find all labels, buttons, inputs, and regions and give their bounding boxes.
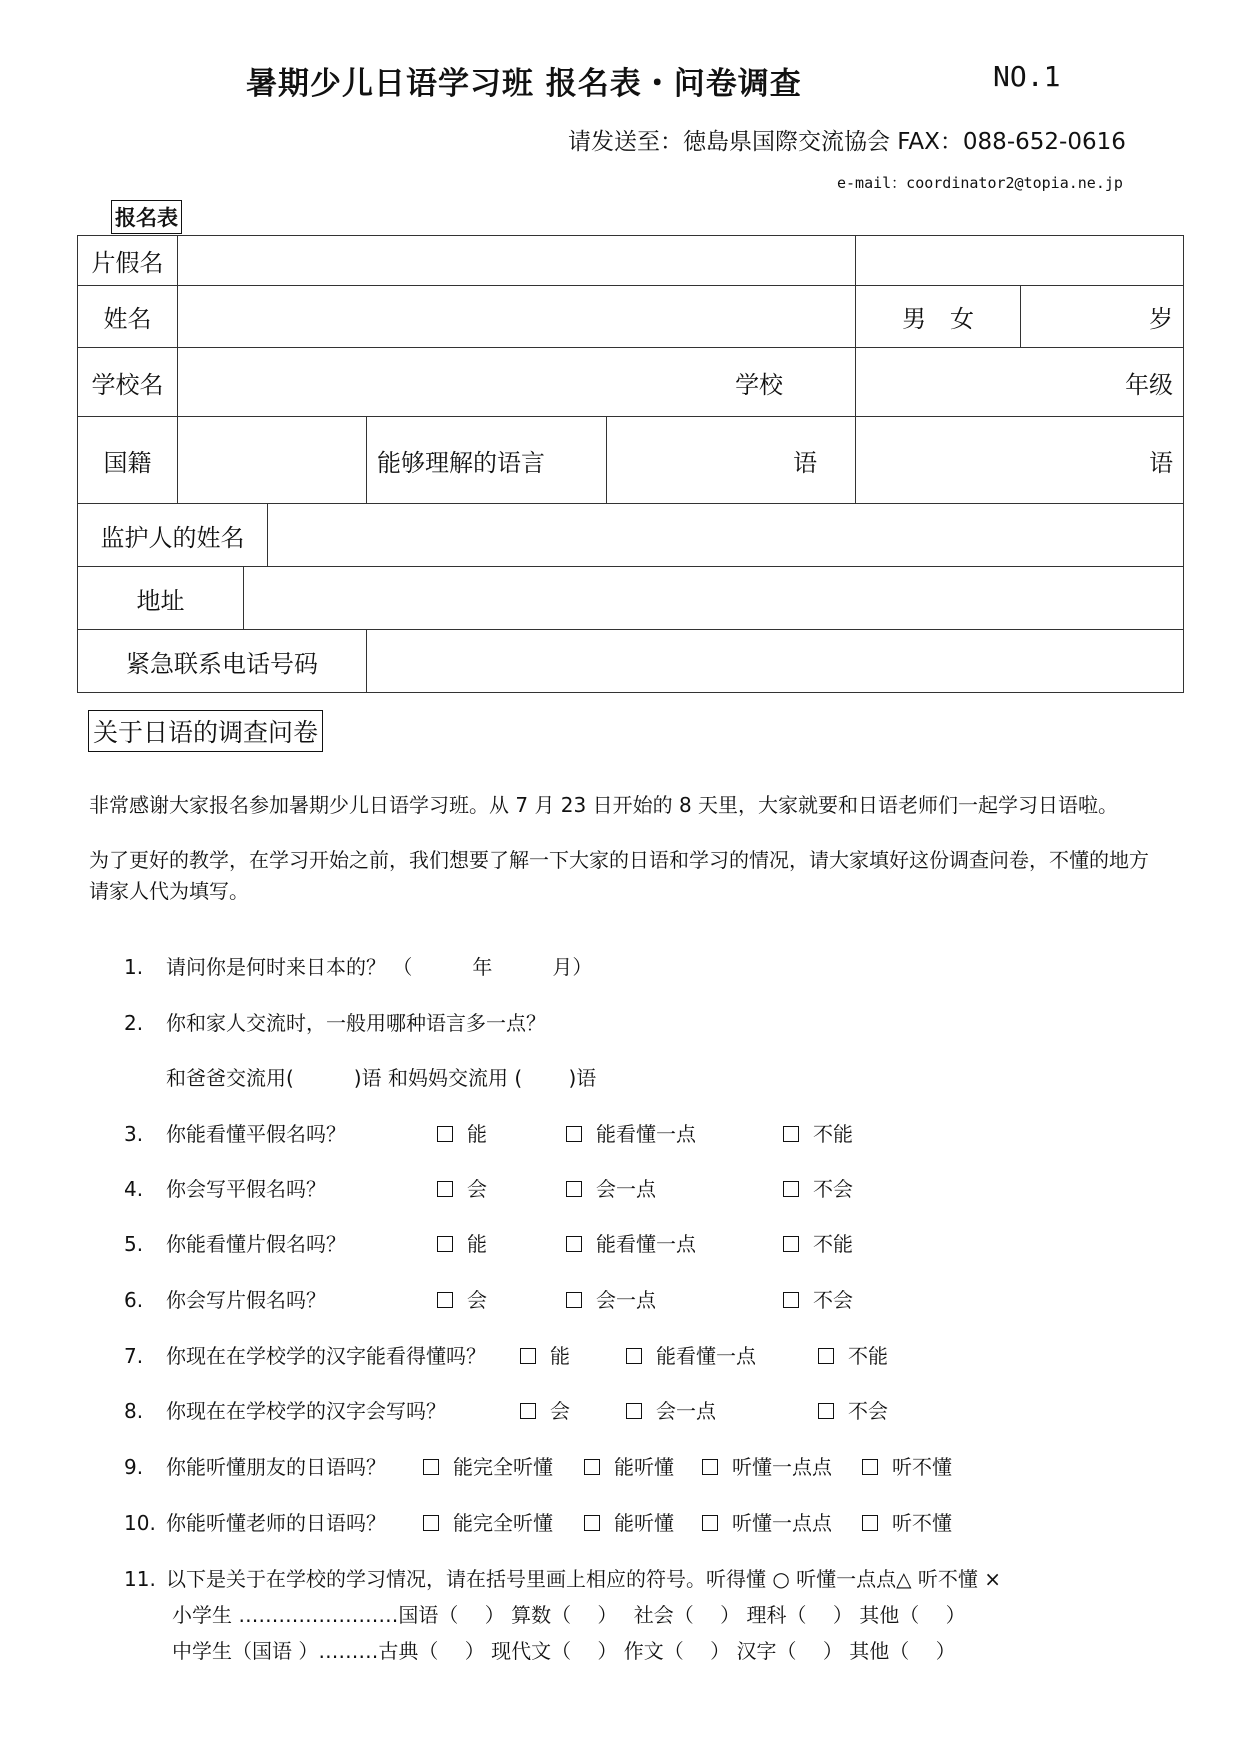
address-input[interactable]	[244, 567, 1184, 630]
option-label: 听懂一点点	[732, 1511, 832, 1535]
option-checkbox[interactable]	[437, 1228, 487, 1257]
checkbox-icon[interactable]	[702, 1459, 718, 1475]
option-checkbox[interactable]	[783, 1173, 853, 1202]
language-label: 能够理解的语言	[367, 417, 607, 504]
junior-high-subjects[interactable]: 中学生（国语 ）………古典（ ） 现代文（ ） 作文（ ） 汉字（ ） 其他（ ）	[172, 1639, 956, 1663]
option-label: 能	[467, 1122, 487, 1146]
katakana-extra-input[interactable]	[856, 236, 1184, 286]
guardian-input[interactable]	[268, 504, 1184, 567]
option-checkbox[interactable]	[566, 1284, 656, 1313]
checkbox-icon[interactable]	[626, 1403, 642, 1419]
emergency-label: 紧急联系电话号码	[78, 630, 367, 693]
row-address	[78, 567, 1184, 630]
intro-paragraph-2: 为了更好的教学，在学习开始之前，我们想要了解一下大家的日语和学习的情况，请大家填好这份调查问卷，不懂的地方请家人代为填写。	[89, 848, 1149, 903]
contact-email: e-mail：coordinator2@topia.ne.jp	[837, 174, 1123, 192]
question-text: 你能看懂平假名吗？	[166, 1122, 346, 1146]
checkbox-icon[interactable]	[566, 1292, 582, 1308]
option-label: 会一点	[656, 1399, 716, 1423]
option-checkbox[interactable]	[566, 1173, 656, 1202]
checkbox-icon[interactable]	[520, 1403, 536, 1419]
row-katakana	[78, 236, 1184, 286]
registration-table	[77, 235, 1184, 693]
question-8	[124, 1395, 446, 1424]
address-label: 地址	[78, 567, 244, 630]
question-text: 你能听懂老师的日语吗？	[166, 1511, 386, 1535]
age-field[interactable]: 岁	[1021, 286, 1184, 348]
send-to-fax: 请发送至：徳島県国際交流協会 FAX：088-652-0616	[568, 129, 1126, 155]
checkbox-icon[interactable]	[437, 1181, 453, 1197]
option-label: 听懂一点点	[732, 1455, 832, 1479]
option-checkbox[interactable]	[566, 1228, 696, 1257]
name-input[interactable]	[178, 286, 856, 348]
option-checkbox[interactable]	[818, 1395, 888, 1424]
question-11	[124, 1563, 1001, 1592]
checkbox-icon[interactable]	[437, 1126, 453, 1142]
question-number: 9.	[124, 1455, 144, 1479]
name-label: 姓名	[78, 286, 178, 348]
option-checkbox[interactable]	[862, 1507, 952, 1536]
question-text: 你和家人交流时，一般用哪种语言多一点？	[166, 1011, 546, 1035]
option-label: 不能	[813, 1122, 853, 1146]
language-input-1[interactable]: 语	[607, 417, 856, 504]
row-name	[78, 286, 1184, 348]
option-label: 会	[550, 1399, 570, 1423]
row-emergency	[78, 630, 1184, 693]
checkbox-icon[interactable]	[520, 1348, 536, 1364]
checkbox-icon[interactable]	[437, 1292, 453, 1308]
option-checkbox[interactable]	[520, 1340, 570, 1369]
elementary-subjects[interactable]: 小学生 ……………………国语（ ） 算数（ ） 社会（ ） 理科（ ） 其他（ ）	[172, 1603, 966, 1627]
option-label: 不会	[813, 1177, 853, 1201]
question-6	[124, 1284, 326, 1313]
question-5	[124, 1228, 346, 1257]
row-guardian	[78, 504, 1184, 567]
checkbox-icon[interactable]	[818, 1403, 834, 1419]
option-checkbox[interactable]	[783, 1284, 853, 1313]
row-school	[78, 348, 1184, 417]
option-label: 听不懂	[892, 1511, 952, 1535]
guardian-label: 监护人的姓名	[78, 504, 268, 567]
question-text: 你会写平假名吗？	[166, 1177, 326, 1201]
checkbox-icon[interactable]	[423, 1459, 439, 1475]
option-label: 能看懂一点	[596, 1232, 696, 1256]
question-text: 以下是关于在学校的学习情况，请在括号里画上相应的符号。听得懂 ○ 听懂一点点△ 听不懂 ×	[166, 1567, 1002, 1591]
question-7	[124, 1340, 486, 1369]
option-label: 能看懂一点	[596, 1122, 696, 1146]
question-9	[124, 1451, 386, 1480]
question-number: 5.	[124, 1232, 144, 1256]
question-10	[124, 1507, 386, 1536]
gender-field[interactable]: 男 女	[856, 286, 1021, 348]
question-text: 你能看懂片假名吗？	[166, 1232, 346, 1256]
option-checkbox[interactable]	[783, 1118, 853, 1147]
nationality-input[interactable]	[178, 417, 367, 504]
question-1	[124, 951, 592, 980]
option-checkbox[interactable]	[862, 1451, 952, 1480]
question-2	[124, 1007, 546, 1036]
checkbox-icon[interactable]	[566, 1181, 582, 1197]
option-label: 不会	[848, 1399, 888, 1423]
option-label: 会	[467, 1288, 487, 1312]
nationality-label: 国籍	[78, 417, 178, 504]
option-checkbox[interactable]	[783, 1228, 853, 1257]
question-number: 3.	[124, 1122, 144, 1146]
option-label: 不能	[848, 1344, 888, 1368]
katakana-input[interactable]	[178, 236, 856, 286]
option-label: 不会	[813, 1288, 853, 1312]
question-number: 4.	[124, 1177, 144, 1201]
option-checkbox[interactable]	[437, 1118, 487, 1147]
page-title: 暑期少儿日语学习班 报名表・问卷调查	[246, 66, 802, 102]
option-label: 能看懂一点	[656, 1344, 756, 1368]
option-checkbox[interactable]	[818, 1340, 888, 1369]
question-number: 1.	[124, 955, 144, 979]
checkbox-icon[interactable]	[584, 1459, 600, 1475]
question-text: 你会写片假名吗？	[166, 1288, 326, 1312]
option-checkbox[interactable]	[423, 1451, 553, 1480]
question-3	[124, 1118, 346, 1147]
survey-section-label: 关于日语的调查问卷	[88, 710, 323, 752]
option-label: 能	[550, 1344, 570, 1368]
option-label: 会一点	[596, 1177, 656, 1201]
option-checkbox[interactable]	[584, 1451, 674, 1480]
form-number: NO.1	[993, 60, 1061, 93]
option-label: 能听懂	[614, 1511, 674, 1535]
intro-paragraph-1: 非常感谢大家报名参加暑期少儿日语学习班。从 7 月 23 日开始的 8 天里，大家就要和日语老师们一起学习日语啦。	[89, 793, 1119, 817]
checkbox-icon[interactable]	[566, 1126, 582, 1142]
checkbox-icon[interactable]	[702, 1515, 718, 1531]
checkbox-icon[interactable]	[783, 1126, 799, 1142]
question-text[interactable]: 请问你是何时来日本的？ （ 年 月）	[166, 955, 593, 979]
checkbox-icon[interactable]	[783, 1236, 799, 1252]
option-checkbox[interactable]	[566, 1118, 696, 1147]
question-number: 10.	[124, 1511, 156, 1535]
option-label: 能	[467, 1232, 487, 1256]
question-number: 11.	[124, 1567, 156, 1591]
option-label: 能完全听懂	[453, 1455, 553, 1479]
question-text: 你现在在学校学的汉字会写吗？	[166, 1399, 446, 1423]
option-label: 会一点	[596, 1288, 656, 1312]
option-checkbox[interactable]	[520, 1395, 570, 1424]
checkbox-icon[interactable]	[423, 1515, 439, 1531]
option-checkbox[interactable]	[423, 1507, 553, 1536]
option-checkbox[interactable]	[437, 1284, 487, 1313]
option-checkbox[interactable]	[626, 1395, 716, 1424]
question-number: 6.	[124, 1288, 144, 1312]
option-label: 能完全听懂	[453, 1511, 553, 1535]
option-checkbox[interactable]	[702, 1451, 832, 1480]
checkbox-icon[interactable]	[626, 1348, 642, 1364]
row-nationality	[78, 417, 1184, 504]
question-number: 8.	[124, 1399, 144, 1423]
option-label: 能听懂	[614, 1455, 674, 1479]
checkbox-icon[interactable]	[783, 1181, 799, 1197]
language-input-2[interactable]: 语	[856, 417, 1184, 504]
question-4	[124, 1173, 326, 1202]
option-label: 听不懂	[892, 1455, 952, 1479]
question-2-sub[interactable]: 和爸爸交流用( )语 和妈妈交流用 ( )语	[166, 1066, 597, 1090]
checkbox-icon[interactable]	[566, 1236, 582, 1252]
option-checkbox[interactable]	[626, 1340, 756, 1369]
option-checkbox[interactable]	[437, 1173, 487, 1202]
question-text: 你现在在学校学的汉字能看得懂吗？	[166, 1344, 486, 1368]
checkbox-icon[interactable]	[437, 1236, 453, 1252]
emergency-input[interactable]	[367, 630, 1184, 693]
question-number: 7.	[124, 1344, 144, 1368]
checkbox-icon[interactable]	[862, 1515, 878, 1531]
option-checkbox[interactable]	[584, 1507, 674, 1536]
question-text: 你能听懂朋友的日语吗？	[166, 1455, 386, 1479]
option-label: 不能	[813, 1232, 853, 1256]
checkbox-icon[interactable]	[584, 1515, 600, 1531]
question-number: 2.	[124, 1011, 144, 1035]
option-checkbox[interactable]	[702, 1507, 832, 1536]
school-label: 学校名	[78, 348, 178, 417]
registration-section-label: 报名表	[111, 200, 182, 234]
school-input[interactable]: 学校	[178, 348, 856, 417]
katakana-label: 片假名	[78, 236, 178, 286]
checkbox-icon[interactable]	[862, 1459, 878, 1475]
grade-field[interactable]: 年级	[856, 348, 1184, 417]
checkbox-icon[interactable]	[783, 1292, 799, 1308]
option-label: 会	[467, 1177, 487, 1201]
checkbox-icon[interactable]	[818, 1348, 834, 1364]
